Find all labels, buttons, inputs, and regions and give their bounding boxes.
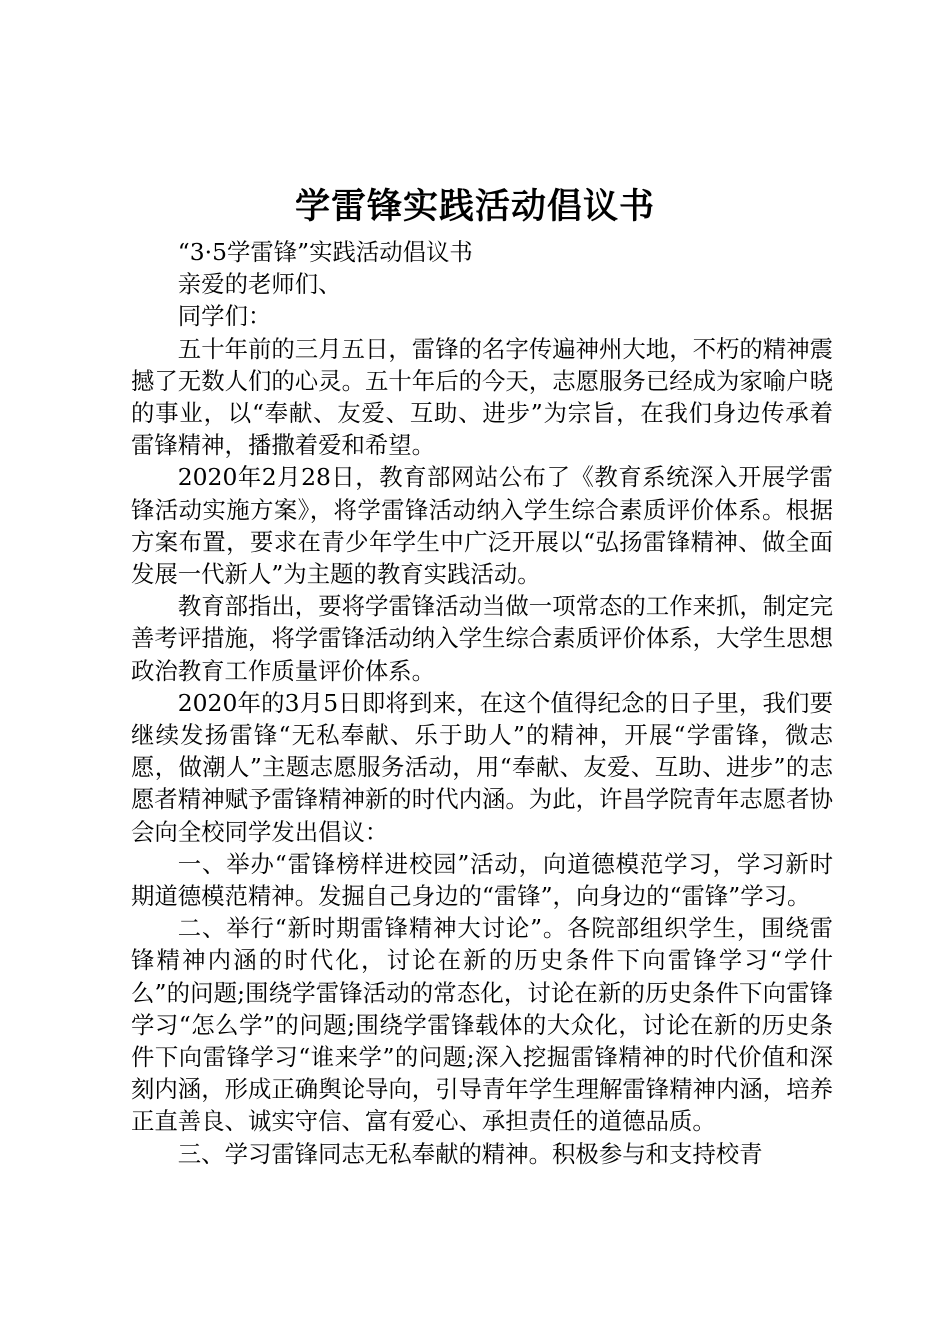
paragraph-ministry-plan: 2020年2月28日，教育部网站公布了《教育系统深入开展学雷锋活动实施方案》，将学雷锋活动纳入学生综合素质评价体系。根据方案布置，要求在青少年学生中广泛开展以“弘扬雷锋精神、做全面发展一代新人”为主题的教育实践活动。 [131, 463, 833, 589]
paragraph-item-one: 一、举办“雷锋榜样进校园”活动，向道德模范学习，学习新时期道德模范精神。发掘自己身边的“雷锋”，向身边的“雷锋”学习。 [131, 849, 833, 911]
subtitle-line: “3·5学雷锋”实践活动倡议书 [177, 238, 473, 266]
salutation-teachers: 亲爱的老师们、 [177, 270, 342, 299]
paragraph-intro: 五十年前的三月五日，雷锋的名字传遍神州大地，不朽的精神震撼了无数人们的心灵。五十年后的今天，志愿服务已经成为家喻户晓的事业，以“奉献、友爱、互助、进步”为宗旨，在我们身边传承着雷锋精神，播撒着爱和希望。 [131, 334, 833, 460]
paragraph-item-two: 二、举行“新时期雷锋精神大讨论”。各院部组织学生，围绕雷锋精神内涵的时代化，讨论在新的历史条件下向雷锋学习“学什么”的问题;围绕学雷锋活动的常态化，讨论在新的历史条件下向雷锋学习“怎么学”的问题;围绕学雷锋载体的大众化，讨论在新的历史条件下向雷锋学习“谁来学”的问题;深入挖掘雷锋精神的时代价值和深刻内涵，形成正确舆论导向，引导青年学生理解雷锋精神内涵，培养正直善良、诚实守信、富有爱心、承担责任的道德品质。 [131, 914, 833, 1136]
document-title: 学雷锋实践活动倡议书 [294, 187, 655, 227]
paragraph-item-three: 三、学习雷锋同志无私奉献的精神。积极参与和支持校青 [177, 1139, 763, 1168]
paragraph-ministry-notes: 教育部指出，要将学雷锋活动当做一项常态的工作来抓，制定完善考评措施，将学雷锋活动纳入学生综合素质评价体系，大学生思想政治教育工作质量评价体系。 [131, 592, 833, 685]
paragraph-proposal: 2020年的3月5日即将到来，在这个值得纪念的日子里，我们要继续发扬雷锋“无私奉献、乐于助人”的精神，开展“学雷锋，微志愿，做潮人”主题志愿服务活动，用“奉献、友爱、互助、进步”的志愿者精神赋予雷锋精神新的时代内涵。为此，许昌学院青年志愿者协会向全校同学发出倡议： [131, 688, 833, 846]
document-body [131, 236, 833, 1170]
salutation-students: 同学们： [177, 302, 272, 331]
